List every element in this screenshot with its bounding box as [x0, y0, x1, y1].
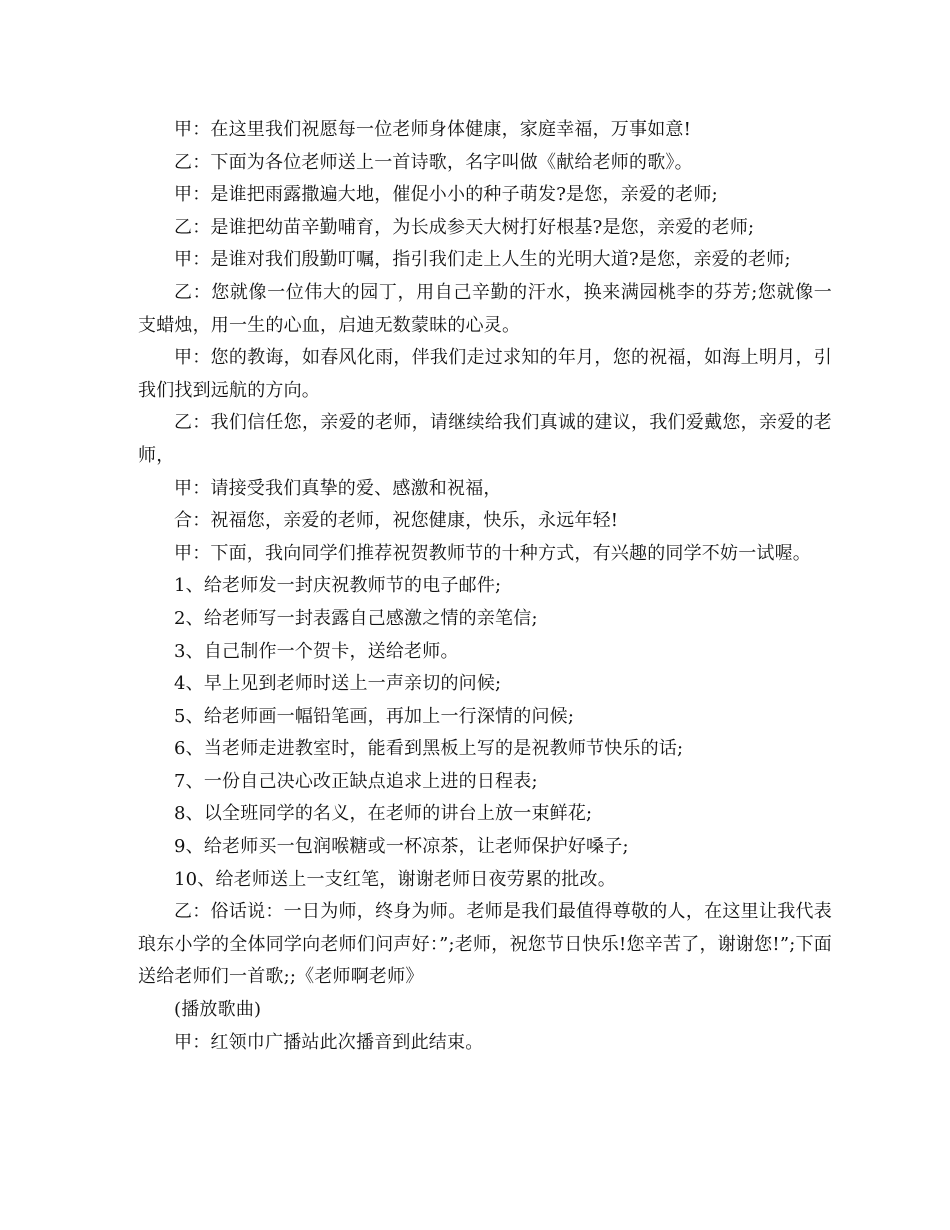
list-item-7: 7、一份自己决心改正缺点追求上进的日程表;: [174, 770, 538, 792]
document-body: [138, 114, 832, 1059]
list-item-8: 8、以全班同学的名义，在老师的讲台上放一束鲜花;: [174, 803, 593, 825]
paragraph-1: 甲：在这里我们祝愿每一位老师身体健康，家庭幸福，万事如意!: [174, 119, 692, 140]
paragraph-12: 乙：俗话说：一日为师，终身为师。老师是我们最值得尊敬的人，在这里让我代表琅东小学的全体同学向老师们问声好：”;老师，祝您节日快乐!您辛苦了，谢谢您!”;下面送给老师们一首歌;;《老师啊老师》: [138, 901, 832, 988]
paragraph-5: 甲：是谁对我们殷勤叮嘱，指引我们走上人生的光明大道?是您，亲爱的老师;: [174, 249, 791, 271]
paragraph-11: 甲：下面，我向同学们推荐祝贺教师节的十种方式，有兴趣的同学不妨一试喔。: [174, 542, 811, 564]
paragraph-2: 乙：下面为各位老师送上一首诗歌，名字叫做《献给老师的歌》。: [174, 151, 693, 173]
list-item-5: 5、给老师画一幅铅笔画，再加上一行深情的问候;: [174, 705, 575, 727]
paragraph-3: 甲：是谁把雨露撒遍大地，催促小小的种子萌发?是您，亲爱的老师;: [174, 184, 718, 206]
list-item-1: 1、给老师发一封庆祝教师节的电子邮件;: [174, 575, 502, 597]
paragraph-4: 乙：是谁把幼苗辛勤哺育，为长成参天大树打好根基?是您，亲爱的老师;: [174, 216, 755, 238]
list-item-3: 3、自己制作一个贺卡，送给老师。: [174, 640, 459, 662]
paragraph-6: 乙：您就像一位伟大的园丁，用自己辛勤的汗水，换来满园桃李的芬芳;您就像一支蜡烛，用一生的心血，启迪无数蒙昧的心灵。: [138, 281, 832, 336]
paragraph-9: 甲：请接受我们真挚的爱、感激和祝福，: [174, 477, 502, 499]
list-item-10: 10、给老师送上一支红笔，谢谢老师日夜劳累的批改。: [174, 868, 616, 890]
list-item-2: 2、给老师写一封表露自己感激之情的亲笔信;: [174, 607, 538, 629]
paragraph-14: 甲：红领巾广播站此次播音到此结束。: [174, 1031, 484, 1053]
paragraph-7: 甲：您的教诲，如春风化雨，伴我们走过求知的年月，您的祝福，如海上明月，引我们找到远航的方向。: [138, 347, 832, 401]
paragraph-8: 乙：我们信任您，亲爱的老师，请继续给我们真诚的建议，我们爱戴您，亲爱的老师，: [138, 412, 832, 466]
list-item-9: 9、给老师买一包润喉糖或一杯凉茶，让老师保护好嗓子;: [174, 836, 629, 858]
list-item-6: 6、当老师走进教室时，能看到黑板上写的是祝教师节快乐的话;: [174, 738, 684, 760]
paragraph-13: (播放歌曲): [174, 999, 262, 1021]
list-item-4: 4、早上见到老师时送上一声亲切的问候;: [174, 673, 502, 695]
paragraph-10: 合：祝福您，亲爱的老师，祝您健康，快乐，永远年轻!: [174, 510, 619, 532]
